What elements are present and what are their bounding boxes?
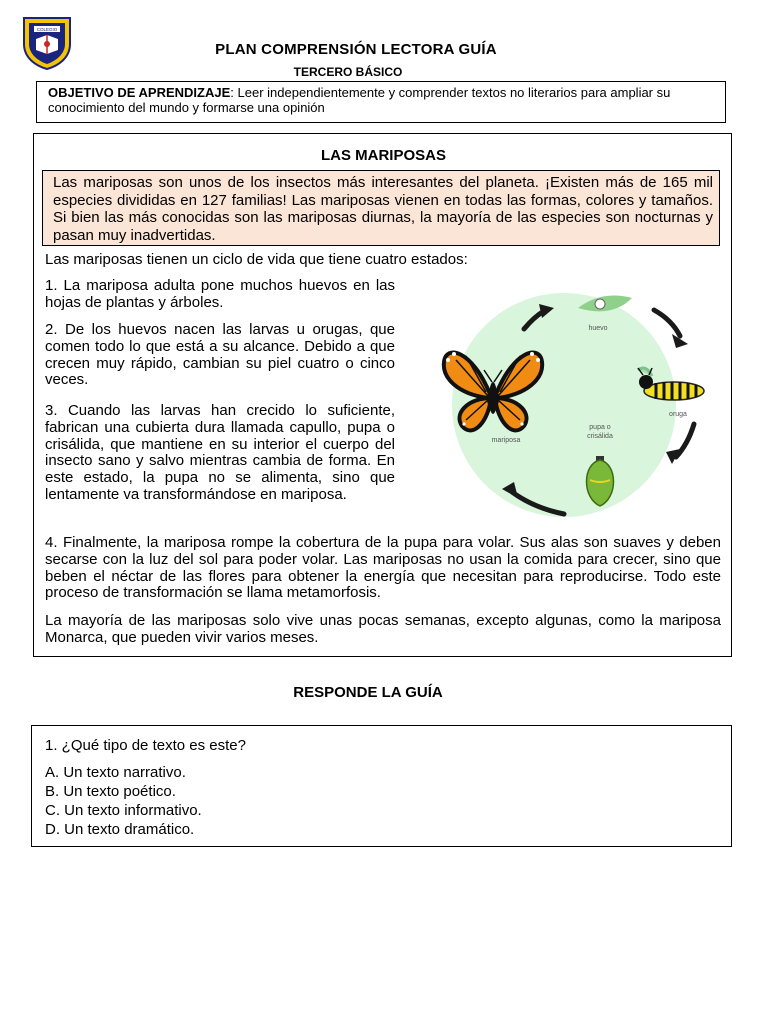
- answer-option-a[interactable]: A. Un texto narrativo.: [45, 764, 186, 781]
- answer-option-c[interactable]: C. Un texto informativo.: [45, 802, 202, 819]
- arrow-icon: [654, 310, 680, 336]
- label-pupa-line1: pupa o: [589, 424, 611, 431]
- answer-options: [45, 763, 202, 839]
- answer-option-d[interactable]: D. Un texto dramático.: [45, 821, 195, 838]
- label-egg: huevo: [588, 325, 608, 332]
- arrow-icon: [676, 424, 694, 457]
- label-pupa-line2: crisálida: [587, 433, 613, 440]
- reading-title: LAS MARIPOSAS: [320, 147, 446, 164]
- grade-subtitle: TERCERO BÁSICO: [293, 65, 403, 79]
- intro-box: Las mariposas son unos de los insectos más interesantes del planeta. ¡Existen más de 165 mil especies divididas en 127 familias! Las mariposas vienen en todas las formas, colores y tamaños. Si bien las más conocidas son las mariposas diurnas, la mayoría de las especies son nocturnas y pasan muy inadvertidas.: [42, 170, 720, 246]
- cycle-intro: Las mariposas tienen un ciclo de vida que tiene cuatro estados:: [45, 251, 468, 268]
- stage-3-paragraph: 3. Cuando las larvas han crecido lo suficiente, fabrican una cubierta dura llamada capullo, pupa o crisálida, que mantiene en su interior el cuerpo del insecto sano y salvo mientras cambia de forma. En este estado, la pupa no se alimenta, sino que lentamente va transformándose en mariposa.: [45, 402, 395, 503]
- label-caterpillar: oruga: [669, 411, 687, 418]
- stage-1-paragraph: 1. La mariposa adulta pone muchos huevos en las hojas de plantas y árboles.: [45, 277, 395, 311]
- label-butterfly: mariposa: [491, 437, 521, 444]
- objective-text: : Leer independientemente y comprender textos no literarios para ampliar su conocimiento del mundo y formarse una opinión: [48, 85, 671, 115]
- logo-text: COLEGIO: [36, 27, 58, 32]
- egg-icon: [595, 299, 605, 309]
- quiz-heading: RESPONDE LA GUÍA: [293, 684, 443, 701]
- question-box: [31, 725, 732, 847]
- question-text: 1. ¿Qué tipo de texto es este?: [45, 737, 246, 754]
- reading-section: [33, 133, 732, 657]
- closing-paragraph: La mayoría de las mariposas solo vive unas pocas semanas, excepto algunas, como la mariposa Monarca, que pueden vivir varios meses.: [45, 612, 721, 646]
- stage-2-paragraph: 2. De los huevos nacen las larvas u orugas, que comen todo lo que está a su alcance. Debido a que crecen muy rápido, cambian su piel cuatro o cinco veces.: [45, 321, 395, 389]
- butterfly-life-cycle-diagram: [406, 284, 722, 534]
- page-title: PLAN COMPRENSIÓN LECTORA GUÍA: [215, 41, 497, 58]
- learning-objective: [36, 81, 726, 123]
- objective-label: OBJETIVO DE APRENDIZAJE: [48, 85, 231, 100]
- answer-option-b[interactable]: B. Un texto poético.: [45, 783, 176, 800]
- stage-4-paragraph: 4. Finalmente, la mariposa rompe la cobertura de la pupa para volar. Sus alas son suaves y deben secarse con la luz del sol para poder volar. Las mariposas no usan la comida para crecer, sino que beben el néctar de las flores para obtener la energía que necesitan para reproducirse. Todo este proceso de transformación se llama metamorfosis.: [45, 534, 721, 602]
